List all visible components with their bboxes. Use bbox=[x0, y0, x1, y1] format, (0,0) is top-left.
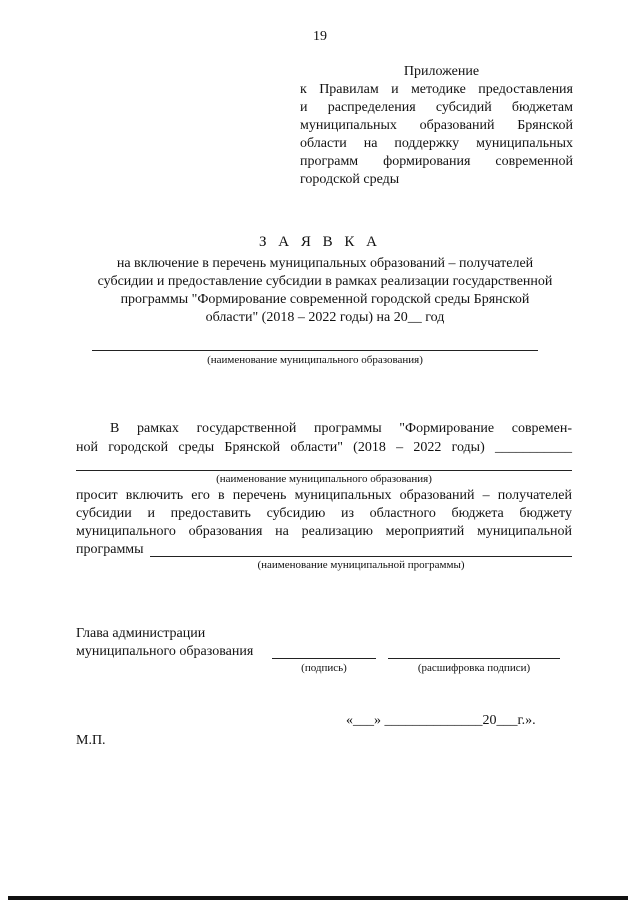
appendix-title: Приложение bbox=[403, 64, 480, 79]
body-line-5: муниципального образования на реализацию мероприятий муниципальной bbox=[76, 524, 572, 539]
program-name-line bbox=[150, 556, 572, 557]
subtitle-line: субсидии и предоставление субсидии в рамках реализации государственной bbox=[97, 274, 553, 289]
municipality-name-hint: (наименование муниципального образования) bbox=[207, 354, 423, 366]
appendix-line: и распределения субсидий бюджетам bbox=[300, 100, 573, 115]
stamp-place: М.П. bbox=[76, 733, 106, 748]
subtitle-line: области" (2018 – 2022 годы) на 20__ год bbox=[205, 310, 445, 325]
subtitle-line: на включение в перечень муниципальных образований – получателей bbox=[116, 256, 534, 271]
signature-decoding-line bbox=[388, 658, 560, 659]
document-title: З А Я В К А bbox=[259, 234, 381, 250]
municipality-name-line bbox=[92, 350, 538, 351]
body-line-6: программы bbox=[76, 542, 144, 557]
body-line-4: субсидии и предоставить субсидию из областного бюджета бюджету bbox=[76, 506, 572, 521]
body-line-3: просит включить его в перечень муниципальных образований – получателей bbox=[76, 488, 572, 503]
subtitle-line: программы "Формирование современной городской среды Брянской bbox=[120, 292, 530, 307]
appendix-block bbox=[300, 63, 573, 189]
body-line-1: В рамках государственной программы "Формирование современ- bbox=[110, 421, 572, 436]
signature-line bbox=[272, 658, 376, 659]
body-line-2: ной городской среды Брянской области" (2018 – 2022 годы) ___________ bbox=[76, 440, 572, 455]
signature-hint: (подпись) bbox=[301, 662, 347, 674]
municipality-name-line-2 bbox=[76, 470, 572, 471]
program-name-hint: (наименование муниципальной программы) bbox=[257, 559, 465, 571]
date-line: «___» ______________20___г.». bbox=[346, 713, 536, 728]
appendix-line: городской среды bbox=[300, 172, 400, 187]
scan-edge-bar bbox=[8, 896, 628, 900]
page-number: 19 bbox=[313, 29, 327, 44]
appendix-line: к Правилам и методике предоставления bbox=[300, 82, 573, 97]
appendix-line: программ формирования современной bbox=[300, 154, 573, 169]
signature-decoding-hint: (расшифровка подписи) bbox=[417, 662, 531, 674]
appendix-line: муниципальных образований Брянской bbox=[300, 118, 573, 133]
signatory-role-line-1: Глава администрации bbox=[76, 626, 206, 641]
signatory-role-line-2: муниципального образования bbox=[76, 644, 254, 659]
municipality-name-hint-2: (наименование муниципального образования) bbox=[216, 473, 432, 485]
appendix-line: области на поддержку муниципальных bbox=[300, 136, 573, 151]
